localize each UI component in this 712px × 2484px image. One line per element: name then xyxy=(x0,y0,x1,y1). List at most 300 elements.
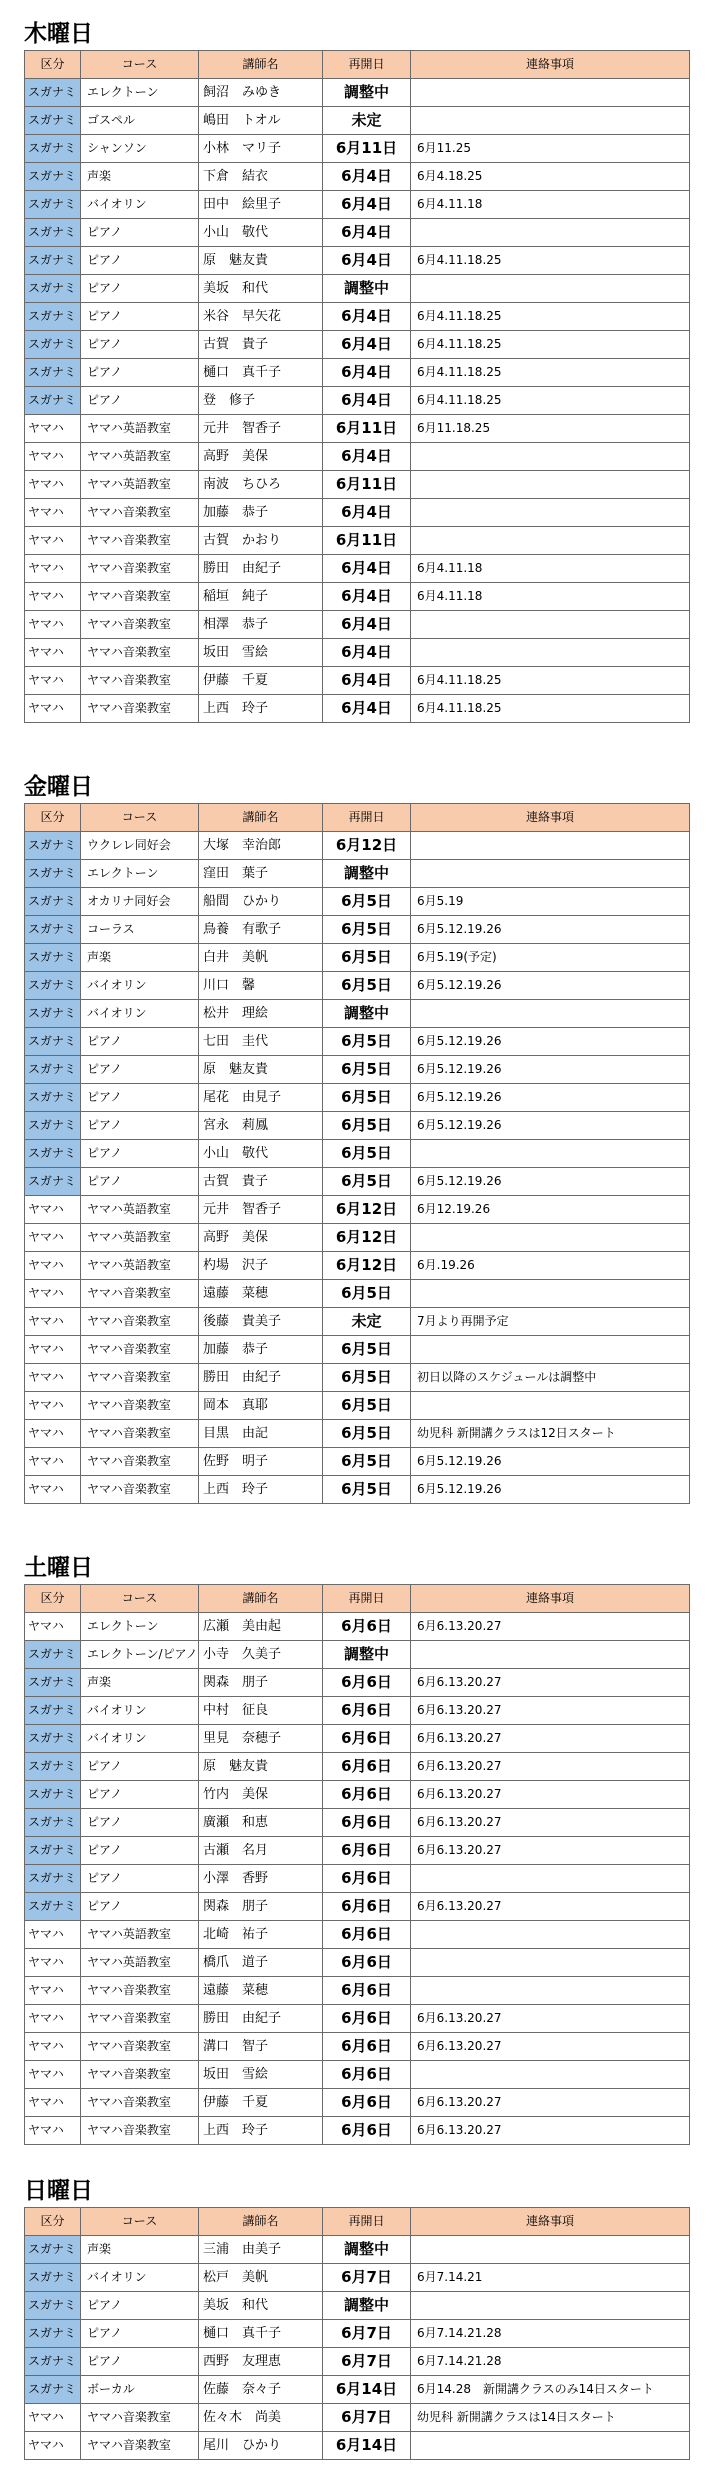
notes-cell: 6月14.28 新開講クラスのみ14日スタート xyxy=(411,2376,690,2404)
teacher-cell: 高野 美保 xyxy=(199,443,323,471)
category-cell: ヤマハ xyxy=(25,611,81,639)
teacher-cell: 廣瀬 和恵 xyxy=(199,1809,323,1837)
table-row xyxy=(25,527,690,555)
course-cell: オカリナ同好会 xyxy=(81,888,199,916)
table-row xyxy=(25,1613,690,1641)
category-cell: ヤマハ xyxy=(25,2432,81,2460)
table-row xyxy=(25,1196,690,1224)
course-cell: ピアノ xyxy=(81,1893,199,1921)
restart-date-cell: 6月6日 xyxy=(323,1893,411,1921)
restart-date-cell: 6月12日 xyxy=(323,1224,411,1252)
teacher-cell: 田中 絵里子 xyxy=(199,191,323,219)
restart-date-cell: 6月12日 xyxy=(323,1196,411,1224)
notes-cell xyxy=(411,1140,690,1168)
restart-date-cell: 6月4日 xyxy=(323,583,411,611)
table-row xyxy=(25,2348,690,2376)
restart-date-cell: 6月5日 xyxy=(323,916,411,944)
category-cell: スガナミ xyxy=(25,1669,81,1697)
course-cell: ピアノ xyxy=(81,1168,199,1196)
course-cell: ピアノ xyxy=(81,359,199,387)
header-notes: 連絡事項 xyxy=(411,804,690,832)
table-row xyxy=(25,1280,690,1308)
restart-date-cell: 調整中 xyxy=(323,1000,411,1028)
notes-cell: 6月6.13.20.27 xyxy=(411,2033,690,2061)
table-row xyxy=(25,611,690,639)
notes-cell: 6月4.11.18 xyxy=(411,191,690,219)
category-cell: スガナミ xyxy=(25,1084,81,1112)
table-row xyxy=(25,107,690,135)
teacher-cell: 元井 智香子 xyxy=(199,415,323,443)
notes-cell: 6月7.14.21.28 xyxy=(411,2348,690,2376)
notes-cell: 6月11.18.25 xyxy=(411,415,690,443)
notes-cell: 6月7.14.21 xyxy=(411,2264,690,2292)
restart-date-cell: 6月11日 xyxy=(323,527,411,555)
table-row xyxy=(25,888,690,916)
table-row xyxy=(25,2404,690,2432)
category-cell: ヤマハ xyxy=(25,2033,81,2061)
teacher-cell: 白井 美帆 xyxy=(199,944,323,972)
category-cell: ヤマハ xyxy=(25,1224,81,1252)
teacher-cell: 尾花 由見子 xyxy=(199,1084,323,1112)
notes-cell xyxy=(411,1392,690,1420)
restart-date-cell: 6月12日 xyxy=(323,1252,411,1280)
notes-cell: 6月4.11.18.25 xyxy=(411,331,690,359)
category-cell: ヤマハ xyxy=(25,667,81,695)
course-cell: ヤマハ英語教室 xyxy=(81,415,199,443)
restart-date-cell: 6月6日 xyxy=(323,2089,411,2117)
table-row xyxy=(25,2264,690,2292)
category-cell: ヤマハ xyxy=(25,1280,81,1308)
course-cell: バイオリン xyxy=(81,1697,199,1725)
table-row xyxy=(25,1893,690,1921)
teacher-cell: 岡本 真耶 xyxy=(199,1392,323,1420)
category-cell: スガナミ xyxy=(25,1837,81,1865)
notes-cell: 6月6.13.20.27 xyxy=(411,1781,690,1809)
notes-cell xyxy=(411,499,690,527)
course-cell: ヤマハ英語教室 xyxy=(81,1921,199,1949)
table-row xyxy=(25,443,690,471)
teacher-cell: 南波 ちひろ xyxy=(199,471,323,499)
notes-cell xyxy=(411,1865,690,1893)
teacher-cell: 尾川 ひかり xyxy=(199,2432,323,2460)
teacher-cell: 加藤 恭子 xyxy=(199,1336,323,1364)
course-cell: ヤマハ英語教室 xyxy=(81,443,199,471)
table-row xyxy=(25,1112,690,1140)
restart-date-cell: 6月6日 xyxy=(323,1781,411,1809)
table-row xyxy=(25,1084,690,1112)
restart-date-cell: 未定 xyxy=(323,107,411,135)
restart-date-cell: 6月5日 xyxy=(323,1336,411,1364)
category-cell: ヤマハ xyxy=(25,695,81,723)
course-cell: ヤマハ音楽教室 xyxy=(81,1364,199,1392)
notes-cell xyxy=(411,443,690,471)
teacher-cell: 里見 奈穂子 xyxy=(199,1725,323,1753)
category-cell: スガナミ xyxy=(25,1781,81,1809)
table-row xyxy=(25,1252,690,1280)
restart-date-cell: 6月4日 xyxy=(323,331,411,359)
notes-cell: 6月4.11.18 xyxy=(411,555,690,583)
teacher-cell: 原 魅友貴 xyxy=(199,1056,323,1084)
table-row xyxy=(25,331,690,359)
category-cell: スガナミ xyxy=(25,2264,81,2292)
category-cell: スガナミ xyxy=(25,944,81,972)
course-cell: ヤマハ音楽教室 xyxy=(81,667,199,695)
table-row xyxy=(25,1336,690,1364)
course-cell: ヤマハ音楽教室 xyxy=(81,2089,199,2117)
notes-cell: 6月5.12.19.26 xyxy=(411,1476,690,1504)
course-cell: ピアノ xyxy=(81,1837,199,1865)
restart-date-cell: 6月4日 xyxy=(323,611,411,639)
course-cell: ヤマハ音楽教室 xyxy=(81,695,199,723)
category-cell: スガナミ xyxy=(25,1753,81,1781)
table-row xyxy=(25,1753,690,1781)
teacher-cell: 広瀬 美由起 xyxy=(199,1613,323,1641)
course-cell: 声楽 xyxy=(81,163,199,191)
category-cell: スガナミ xyxy=(25,1641,81,1669)
header-restart-date: 再開日 xyxy=(323,1585,411,1613)
header-teacher: 講師名 xyxy=(199,804,323,832)
teacher-cell: 小寺 久美子 xyxy=(199,1641,323,1669)
teacher-cell: 嶋田 トオル xyxy=(199,107,323,135)
table-row xyxy=(25,359,690,387)
table-row xyxy=(25,415,690,443)
teacher-cell: 古賀 貴子 xyxy=(199,1168,323,1196)
teacher-cell: 遠藤 菜穂 xyxy=(199,1280,323,1308)
teacher-cell: 古賀 貴子 xyxy=(199,331,323,359)
category-cell: スガナミ xyxy=(25,1865,81,1893)
section-title: 土曜日 xyxy=(24,1555,93,1581)
header-row xyxy=(25,51,690,79)
course-cell: ピアノ xyxy=(81,1028,199,1056)
course-cell: コーラス xyxy=(81,916,199,944)
notes-cell: 6月6.13.20.27 xyxy=(411,1725,690,1753)
table-row xyxy=(25,1308,690,1336)
table-row xyxy=(25,2236,690,2264)
course-cell: ピアノ xyxy=(81,2320,199,2348)
course-cell: バイオリン xyxy=(81,1000,199,1028)
table-row xyxy=(25,2005,690,2033)
teacher-cell: 上西 玲子 xyxy=(199,695,323,723)
category-cell: ヤマハ xyxy=(25,583,81,611)
restart-date-cell: 6月4日 xyxy=(323,247,411,275)
category-cell: スガナミ xyxy=(25,860,81,888)
category-cell: スガナミ xyxy=(25,1028,81,1056)
teacher-cell: 橋爪 道子 xyxy=(199,1949,323,1977)
header-course: コース xyxy=(81,1585,199,1613)
course-cell: ヤマハ音楽教室 xyxy=(81,1280,199,1308)
course-cell: バイオリン xyxy=(81,2264,199,2292)
header-notes: 連絡事項 xyxy=(411,51,690,79)
teacher-cell: 樋口 真千子 xyxy=(199,359,323,387)
notes-cell: 6月5.12.19.26 xyxy=(411,1056,690,1084)
table-row xyxy=(25,1028,690,1056)
category-cell: スガナミ xyxy=(25,1697,81,1725)
teacher-cell: 美坂 和代 xyxy=(199,275,323,303)
table-row xyxy=(25,1921,690,1949)
teacher-cell: 米谷 早矢花 xyxy=(199,303,323,331)
table-row xyxy=(25,1697,690,1725)
course-cell: ヤマハ音楽教室 xyxy=(81,611,199,639)
notes-cell xyxy=(411,1336,690,1364)
course-cell: ピアノ xyxy=(81,1809,199,1837)
section-title: 日曜日 xyxy=(24,2178,93,2204)
table-row xyxy=(25,2432,690,2460)
course-cell: ヤマハ音楽教室 xyxy=(81,2404,199,2432)
category-cell: スガナミ xyxy=(25,107,81,135)
course-cell: シャンソン xyxy=(81,135,199,163)
course-cell: ピアノ xyxy=(81,1112,199,1140)
category-cell: ヤマハ xyxy=(25,1364,81,1392)
notes-cell xyxy=(411,527,690,555)
teacher-cell: 古賀 かおり xyxy=(199,527,323,555)
table-row xyxy=(25,1476,690,1504)
table-row xyxy=(25,163,690,191)
header-teacher: 講師名 xyxy=(199,51,323,79)
course-cell: ヤマハ音楽教室 xyxy=(81,1420,199,1448)
category-cell: スガナミ xyxy=(25,1000,81,1028)
category-cell: ヤマハ xyxy=(25,2061,81,2089)
course-cell: ピアノ xyxy=(81,219,199,247)
course-cell: ヤマハ音楽教室 xyxy=(81,1308,199,1336)
table-row xyxy=(25,1809,690,1837)
restart-date-cell: 6月6日 xyxy=(323,1921,411,1949)
teacher-cell: 原 魅友貴 xyxy=(199,247,323,275)
teacher-cell: 遠藤 菜穂 xyxy=(199,1977,323,2005)
restart-date-cell: 6月14日 xyxy=(323,2376,411,2404)
restart-date-cell: 6月4日 xyxy=(323,387,411,415)
course-cell: バイオリン xyxy=(81,191,199,219)
restart-date-cell: 調整中 xyxy=(323,275,411,303)
notes-cell xyxy=(411,639,690,667)
header-restart-date: 再開日 xyxy=(323,2208,411,2236)
teacher-cell: 美坂 和代 xyxy=(199,2292,323,2320)
table-row xyxy=(25,860,690,888)
teacher-cell: 船間 ひかり xyxy=(199,888,323,916)
course-cell: バイオリン xyxy=(81,972,199,1000)
notes-cell: 6月6.13.20.27 xyxy=(411,1669,690,1697)
notes-cell: 6月4.11.18 xyxy=(411,583,690,611)
teacher-cell: 小山 敬代 xyxy=(199,219,323,247)
teacher-cell: 稲垣 純子 xyxy=(199,583,323,611)
course-cell: ピアノ xyxy=(81,247,199,275)
teacher-cell: 勝田 由紀子 xyxy=(199,2005,323,2033)
notes-cell xyxy=(411,1921,690,1949)
restart-date-cell: 6月5日 xyxy=(323,1056,411,1084)
course-cell: ヤマハ音楽教室 xyxy=(81,2033,199,2061)
restart-date-cell: 6月6日 xyxy=(323,1977,411,2005)
restart-date-cell: 6月5日 xyxy=(323,972,411,1000)
category-cell: ヤマハ xyxy=(25,471,81,499)
course-cell: ピアノ xyxy=(81,275,199,303)
restart-date-cell: 6月5日 xyxy=(323,944,411,972)
teacher-cell: 後藤 貴美子 xyxy=(199,1308,323,1336)
category-cell: スガナミ xyxy=(25,2292,81,2320)
table-row xyxy=(25,1949,690,1977)
course-cell: ヤマハ英語教室 xyxy=(81,1196,199,1224)
restart-date-cell: 6月6日 xyxy=(323,1753,411,1781)
category-cell: ヤマハ xyxy=(25,1921,81,1949)
restart-date-cell: 6月5日 xyxy=(323,1112,411,1140)
category-cell: ヤマハ xyxy=(25,1336,81,1364)
teacher-cell: 宮永 莉鳳 xyxy=(199,1112,323,1140)
restart-date-cell: 6月12日 xyxy=(323,832,411,860)
course-cell: ゴスペル xyxy=(81,107,199,135)
table-row xyxy=(25,1837,690,1865)
notes-cell xyxy=(411,79,690,107)
restart-date-cell: 6月6日 xyxy=(323,1669,411,1697)
course-cell: ピアノ xyxy=(81,1865,199,1893)
category-cell: ヤマハ xyxy=(25,2117,81,2145)
category-cell: スガナミ xyxy=(25,1893,81,1921)
table-row xyxy=(25,1168,690,1196)
category-cell: スガナミ xyxy=(25,191,81,219)
teacher-cell: 大塚 幸治郎 xyxy=(199,832,323,860)
notes-cell: 6月5.19(予定) xyxy=(411,944,690,972)
header-category: 区分 xyxy=(25,51,81,79)
course-cell: ピアノ xyxy=(81,2292,199,2320)
notes-cell xyxy=(411,275,690,303)
restart-date-cell: 6月5日 xyxy=(323,1392,411,1420)
notes-cell: 6月6.13.20.27 xyxy=(411,2089,690,2117)
teacher-cell: 坂田 雪絵 xyxy=(199,639,323,667)
notes-cell: 6月6.13.20.27 xyxy=(411,2005,690,2033)
table-row xyxy=(25,387,690,415)
table-row xyxy=(25,1641,690,1669)
restart-date-cell: 6月5日 xyxy=(323,1028,411,1056)
table-row xyxy=(25,303,690,331)
category-cell: ヤマハ xyxy=(25,1977,81,2005)
course-cell: ピアノ xyxy=(81,2348,199,2376)
restart-date-cell: 6月7日 xyxy=(323,2264,411,2292)
restart-date-cell: 調整中 xyxy=(323,2292,411,2320)
teacher-cell: 佐野 明子 xyxy=(199,1448,323,1476)
category-cell: スガナミ xyxy=(25,1112,81,1140)
course-cell: エレクトーン xyxy=(81,79,199,107)
teacher-cell: 原 魅友貴 xyxy=(199,1753,323,1781)
course-cell: エレクトーン xyxy=(81,1613,199,1641)
restart-date-cell: 6月4日 xyxy=(323,667,411,695)
table-row xyxy=(25,1865,690,1893)
category-cell: スガナミ xyxy=(25,916,81,944)
category-cell: ヤマハ xyxy=(25,555,81,583)
teacher-cell: 加藤 恭子 xyxy=(199,499,323,527)
category-cell: ヤマハ xyxy=(25,2005,81,2033)
restart-date-cell: 6月7日 xyxy=(323,2348,411,2376)
course-cell: ウクレレ同好会 xyxy=(81,832,199,860)
header-category: 区分 xyxy=(25,804,81,832)
table-row xyxy=(25,2117,690,2145)
restart-date-cell: 6月5日 xyxy=(323,1168,411,1196)
course-cell: ヤマハ英語教室 xyxy=(81,471,199,499)
notes-cell: 6月5.12.19.26 xyxy=(411,1112,690,1140)
teacher-cell: 中村 征良 xyxy=(199,1697,323,1725)
restart-date-cell: 調整中 xyxy=(323,2236,411,2264)
teacher-cell: 樋口 真千子 xyxy=(199,2320,323,2348)
table-row xyxy=(25,916,690,944)
header-category: 区分 xyxy=(25,2208,81,2236)
restart-date-cell: 6月11日 xyxy=(323,471,411,499)
teacher-cell: 小林 マリ子 xyxy=(199,135,323,163)
restart-date-cell: 調整中 xyxy=(323,79,411,107)
notes-cell: 6月6.13.20.27 xyxy=(411,1837,690,1865)
notes-cell: 6月4.11.18.25 xyxy=(411,695,690,723)
restart-date-cell: 6月6日 xyxy=(323,1949,411,1977)
restart-date-cell: 6月5日 xyxy=(323,1280,411,1308)
course-cell: エレクトーン/ピアノ xyxy=(81,1641,199,1669)
course-cell: ヤマハ英語教室 xyxy=(81,1224,199,1252)
category-cell: スガナミ xyxy=(25,331,81,359)
teacher-cell: 松戸 美帆 xyxy=(199,2264,323,2292)
category-cell: スガナミ xyxy=(25,1725,81,1753)
restart-date-cell: 6月5日 xyxy=(323,888,411,916)
table-row xyxy=(25,695,690,723)
table-row xyxy=(25,583,690,611)
header-course: コース xyxy=(81,51,199,79)
category-cell: ヤマハ xyxy=(25,639,81,667)
teacher-cell: 川口 馨 xyxy=(199,972,323,1000)
notes-cell: 幼児科 新開講クラスは14日スタート xyxy=(411,2404,690,2432)
category-cell: ヤマハ xyxy=(25,1448,81,1476)
teacher-cell: 杓場 沢子 xyxy=(199,1252,323,1280)
course-cell: ヤマハ音楽教室 xyxy=(81,555,199,583)
course-cell: ヤマハ音楽教室 xyxy=(81,1448,199,1476)
category-cell: ヤマハ xyxy=(25,1252,81,1280)
category-cell: スガナミ xyxy=(25,972,81,1000)
notes-cell xyxy=(411,1641,690,1669)
course-cell: ピアノ xyxy=(81,1753,199,1781)
notes-cell xyxy=(411,2061,690,2089)
restart-date-cell: 6月6日 xyxy=(323,2117,411,2145)
course-cell: ピアノ xyxy=(81,1140,199,1168)
restart-date-cell: 6月5日 xyxy=(323,1448,411,1476)
table-row xyxy=(25,2061,690,2089)
restart-date-cell: 6月4日 xyxy=(323,359,411,387)
table-row xyxy=(25,832,690,860)
header-restart-date: 再開日 xyxy=(323,51,411,79)
restart-date-cell: 6月6日 xyxy=(323,1809,411,1837)
restart-date-cell: 6月5日 xyxy=(323,1476,411,1504)
table-row xyxy=(25,219,690,247)
section-title: 金曜日 xyxy=(24,774,93,800)
teacher-cell: 上西 玲子 xyxy=(199,1476,323,1504)
restart-date-cell: 6月5日 xyxy=(323,1420,411,1448)
teacher-cell: 松井 理絵 xyxy=(199,1000,323,1028)
header-row xyxy=(25,2208,690,2236)
category-cell: スガナミ xyxy=(25,2376,81,2404)
teacher-cell: 元井 智香子 xyxy=(199,1196,323,1224)
table-row xyxy=(25,1140,690,1168)
category-cell: ヤマハ xyxy=(25,1613,81,1641)
notes-cell xyxy=(411,2432,690,2460)
table-row xyxy=(25,2376,690,2404)
schedule-table xyxy=(24,2207,690,2460)
teacher-cell: 勝田 由紀子 xyxy=(199,555,323,583)
course-cell: ヤマハ英語教室 xyxy=(81,1252,199,1280)
notes-cell xyxy=(411,1977,690,2005)
teacher-cell: 伊藤 千夏 xyxy=(199,2089,323,2117)
restart-date-cell: 調整中 xyxy=(323,860,411,888)
header-teacher: 講師名 xyxy=(199,1585,323,1613)
header-notes: 連絡事項 xyxy=(411,2208,690,2236)
notes-cell: 6月4.11.18.25 xyxy=(411,247,690,275)
notes-cell xyxy=(411,471,690,499)
category-cell: ヤマハ xyxy=(25,1949,81,1977)
restart-date-cell: 未定 xyxy=(323,1308,411,1336)
restart-date-cell: 6月7日 xyxy=(323,2404,411,2432)
category-cell: ヤマハ xyxy=(25,415,81,443)
course-cell: ヤマハ音楽教室 xyxy=(81,583,199,611)
restart-date-cell: 6月6日 xyxy=(323,2033,411,2061)
